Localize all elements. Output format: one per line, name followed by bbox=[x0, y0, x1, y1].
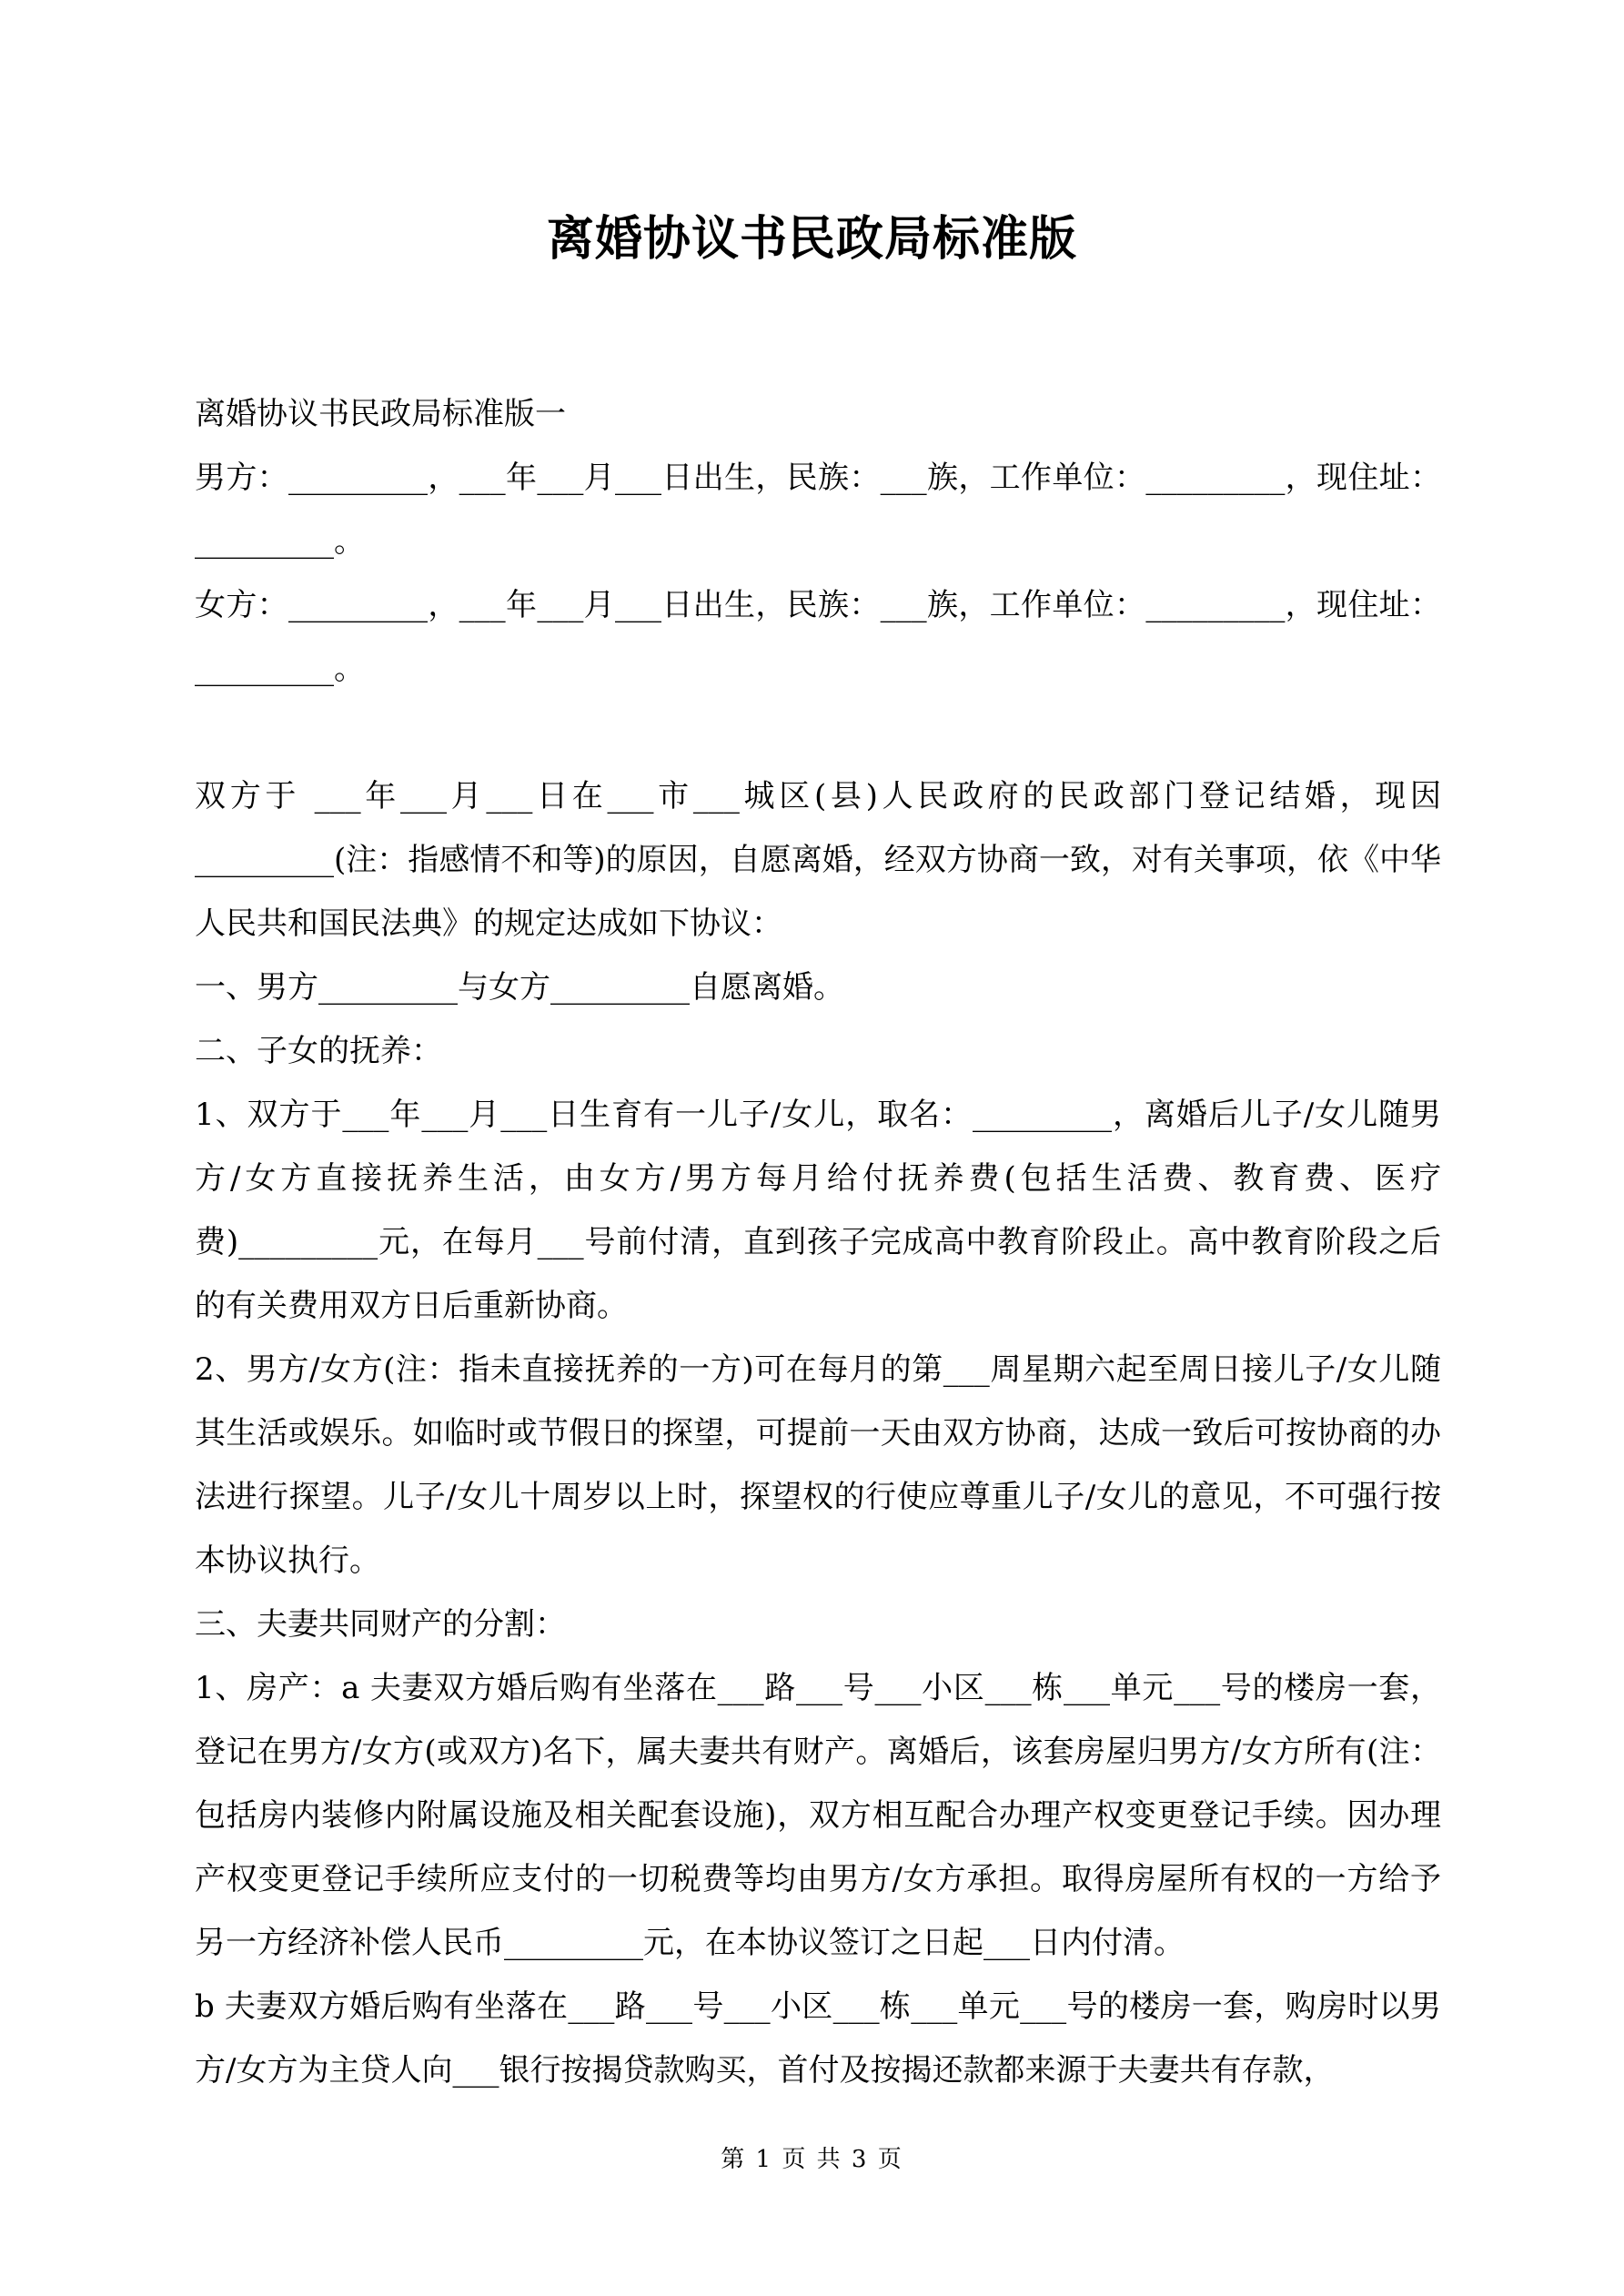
party-female: 女方：_________，___年___月___日出生，民族：___族，工作单位：_________，现住址：_________。 bbox=[195, 587, 1441, 687]
clause-child-support: 1、双方于___年___月___日生育有一儿子/女儿，取名：_________，离婚后儿子/女儿随男方/女方直接抚养生活，由女方/男方每月给付抚养费(包括生活费、教育费、医疗费)_________元，在每月___号前付清，直到孩子完成高中教育阶段止。高中教育阶段之后的有关费用双方日后重新协商。 bbox=[195, 1097, 1441, 1324]
page-footer: 第 1 页 共 3 页 bbox=[721, 2146, 903, 2173]
clause-house-b: b 夫妻双方婚后购有坐落在___路___号___小区___栋___单元___号的楼房一套，购房时以男方/女方为主贷人向___银行按揭贷款购买，首付及按揭还款都来源于夫妻共有存款， bbox=[195, 1988, 1441, 2089]
clause-visitation: 2、男方/女方(注：指未直接抚养的一方)可在每月的第___周星期六起至周日接儿子/女儿随其生活或娱乐。如临时或节假日的探望，可提前一天由双方协商，达成一致后可按协商的办法进行探望。儿子/女儿十周岁以上时，探望权的行使应尊重儿子/女儿的意见，不可强行按本协议执行。 bbox=[195, 1351, 1441, 1579]
heading-property-division: 三、夫妻共同财产的分割： bbox=[195, 1606, 566, 1643]
party-male: 男方：_________，___年___月___日出生，民族：___族，工作单位：_________，现住址：_________。 bbox=[195, 460, 1441, 560]
heading-child-custody: 二、子女的抚养： bbox=[195, 1033, 442, 1069]
document-body bbox=[195, 382, 1441, 2102]
section-subtitle: 离婚协议书民政局标准版一 bbox=[195, 396, 566, 432]
clause-house-a: 1、房产：a 夫妻双方婚后购有坐落在___路___号___小区___栋___单元___号的楼房一套，登记在男方/女方(或双方)名下，属夫妻共有财产。离婚后，该套房屋归男方/女方所有(注：包括房内装修内附属设施及相关配套设施)，双方相互配合办理产权变更登记手续。因办理产权变更登记手续所应支付的一切税费等均由男方/女方承担。取得房屋所有权的一方给予另一方经济补偿人民币_________元，在本协议签订之日起___日内付清。 bbox=[195, 1670, 1441, 1961]
document-title: 离婚协议书民政局标准版 bbox=[546, 212, 1077, 267]
blank-line bbox=[195, 701, 1441, 764]
preamble-paragraph: 双方于 ___年___月___日在___市___城区(县)人民政府的民政部门登记结婚，现因_________(注：指感情不和等)的原因，自愿离婚，经双方协商一致，对有关事项，依《中华人民共和国民法典》的规定达成如下协议： bbox=[195, 778, 1441, 942]
clause-divorce: 一、男方_________与女方_________自愿离婚。 bbox=[195, 969, 844, 1006]
